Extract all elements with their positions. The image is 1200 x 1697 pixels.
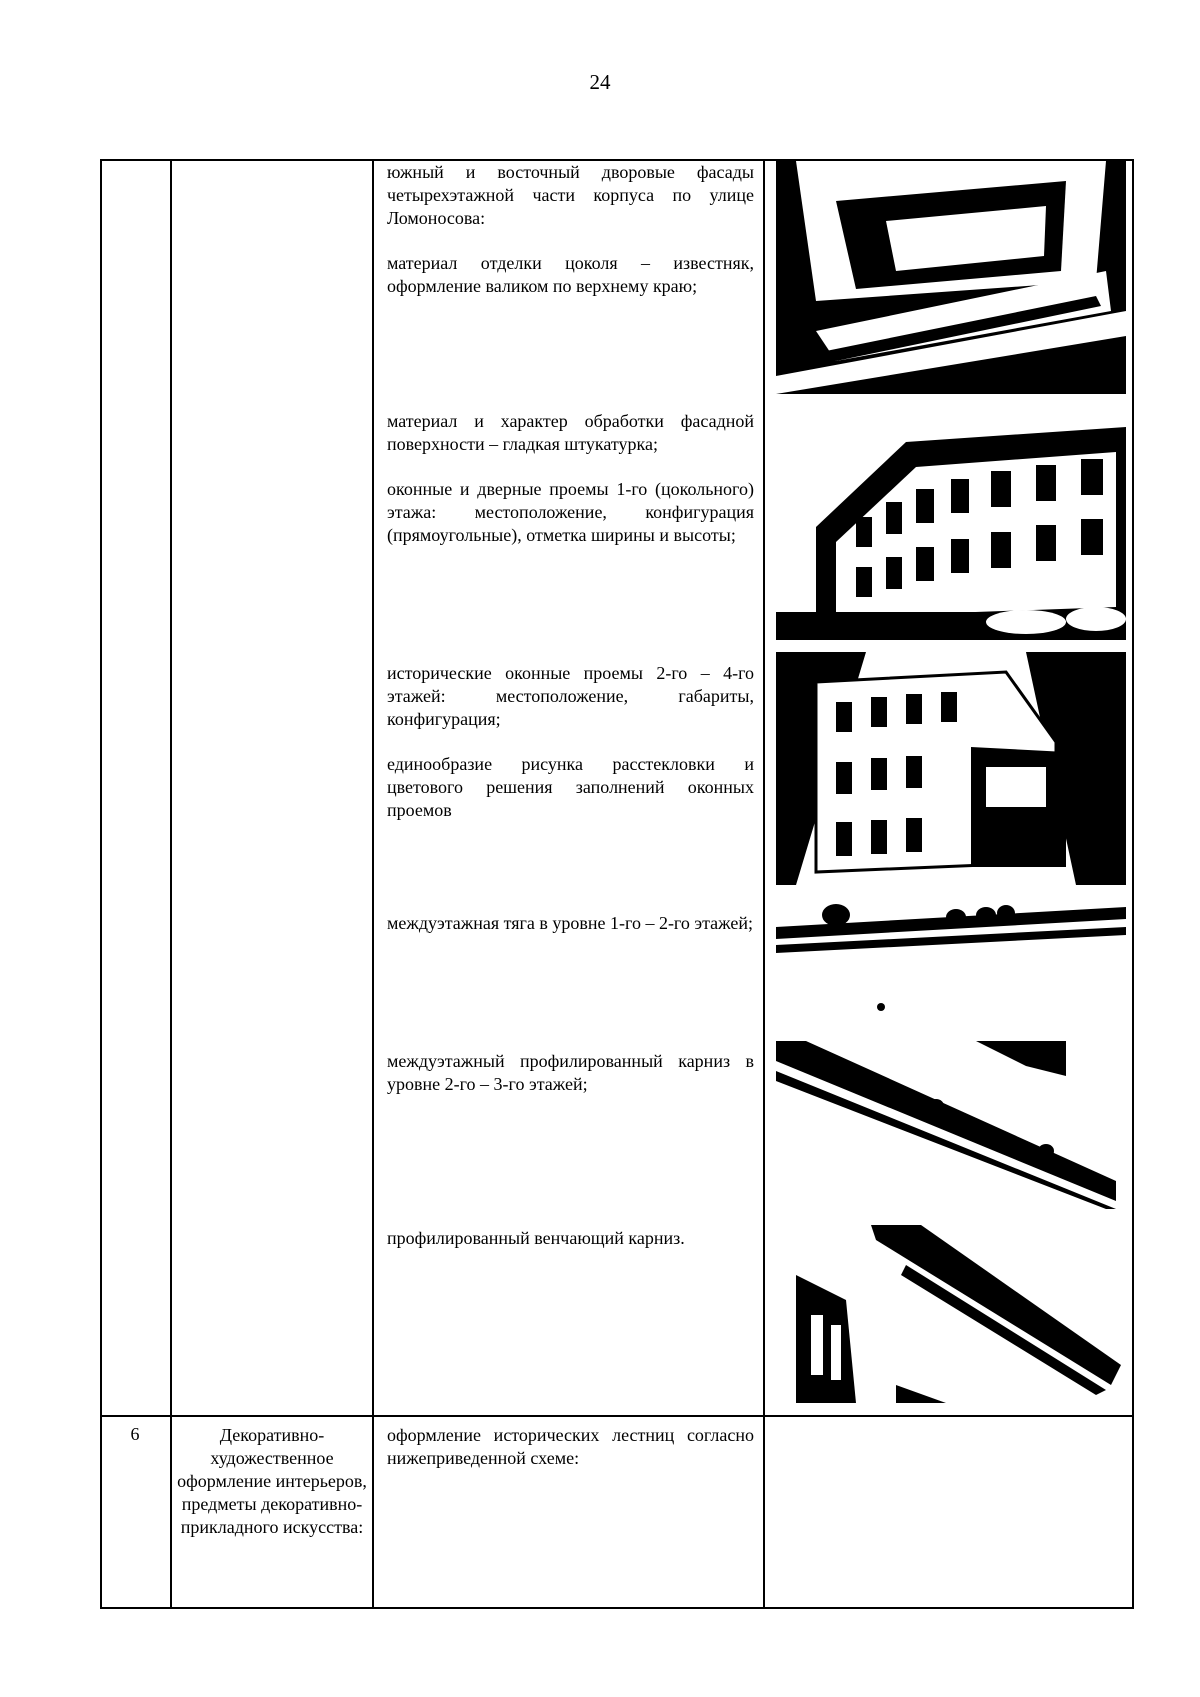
table-cell-text — [387, 410, 754, 569]
table-border-right — [1132, 159, 1134, 1609]
protected-items-table — [100, 159, 1134, 1609]
crowning-cornice-photo — [776, 1225, 1126, 1403]
table-column-divider — [372, 159, 374, 1609]
courtyard-facade-photo — [776, 652, 1126, 885]
list-item: исторические оконные проемы 2-го – 4-го этажей: местоположение, габариты, конфигурация; — [387, 663, 754, 729]
category-name: Декоративно-художественное оформление интерьеров, предметы декоративно-прикладного искусства: — [177, 1425, 367, 1537]
table-cell-text — [387, 1424, 754, 1492]
list-item: междуэтажный профилированный карниз в уровне 2-го – 3-го этажей; — [387, 1051, 754, 1094]
table-cell-text — [387, 1227, 754, 1272]
list-item: материал и характер обработки фасадной поверхности – гладкая штукатурка; — [387, 411, 754, 454]
string-course-photo — [776, 897, 1126, 1027]
list-item: оконные и дверные проемы 1-го (цокольного) этажа: местоположение, конфигурация (прямоугольные), отметка ширины и высоты; — [387, 479, 754, 545]
table-cell-text — [387, 912, 754, 957]
building-plinth-photo — [776, 161, 1126, 394]
building-facade-photo — [776, 407, 1126, 640]
table-cell-text — [387, 1050, 754, 1118]
page-number: 24 — [589, 70, 611, 94]
list-item: материал отделки цоколя – известняк, оформление валиком по верхнему краю; — [387, 253, 754, 296]
table-cell-text — [387, 662, 754, 844]
intermediate-cornice-photo — [776, 1041, 1126, 1209]
list-item: профилированный венчающий карниз. — [387, 1228, 685, 1248]
list-item: южный и восточный дворовые фасады четырехэтажной части корпуса по улице Ломоносова: — [387, 162, 754, 228]
table-column-divider — [170, 159, 172, 1609]
table-border-bottom — [100, 1607, 1134, 1609]
table-row-divider — [100, 1415, 1134, 1417]
table-cell-text — [387, 161, 754, 320]
table-column-divider — [763, 159, 765, 1609]
row-number: 6 — [130, 1424, 140, 1444]
list-item: единообразие рисунка расстекловки и цветового решения заполнений оконных проемов — [387, 754, 754, 820]
table-border-left — [100, 159, 102, 1609]
list-item: междуэтажная тяга в уровне 1-го – 2-го этажей; — [387, 913, 753, 933]
list-item: оформление исторических лестниц согласно нижеприведенной схеме: — [387, 1425, 754, 1468]
